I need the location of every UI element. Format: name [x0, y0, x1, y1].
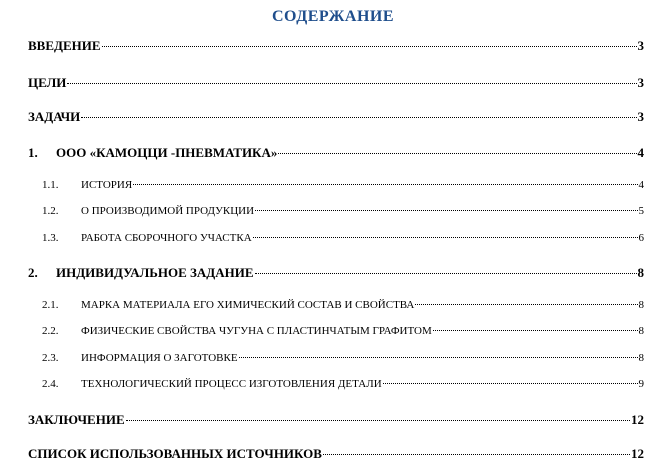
dot-leader — [126, 420, 630, 421]
dot-leader — [278, 153, 636, 154]
toc-entry-section-1-3[interactable] — [28, 232, 644, 244]
dot-leader — [81, 117, 636, 118]
toc-entry-goals[interactable] — [28, 75, 644, 91]
toc-page-number: 9 — [638, 378, 644, 390]
toc-entry-text: СПИСОК ИСПОЛЬЗОВАННЫХ ИСТОЧНИКОВ — [28, 446, 322, 461]
toc-entry-text: ООО «КАМОЦЦИ -ПНЕВМАТИКА» — [56, 145, 278, 160]
toc-page-number: 8 — [638, 325, 644, 337]
toc-entry-tasks[interactable] — [28, 109, 644, 125]
page-title: СОДЕРЖАНИЕ — [271, 8, 395, 25]
dot-leader — [383, 383, 638, 384]
toc-entry-section-2-4[interactable] — [28, 378, 644, 390]
dot-leader — [102, 46, 637, 47]
toc-entry-introduction[interactable] — [28, 38, 644, 54]
dot-leader — [323, 454, 630, 455]
toc-entry-section-2[interactable] — [28, 265, 644, 281]
toc-entry-number: 2.2. — [42, 325, 59, 337]
toc-page-number: 6 — [638, 232, 644, 244]
toc-page-number: 8 — [637, 265, 644, 280]
dot-leader — [253, 237, 638, 238]
toc-page-number: 8 — [638, 352, 644, 364]
toc-entry-section-2-1[interactable] — [28, 299, 644, 311]
toc-entry-number: 1.2. — [42, 205, 59, 217]
toc-entry-text: ВВЕДЕНИЕ — [28, 38, 101, 53]
toc-entry-references[interactable] — [28, 446, 644, 462]
toc-page-number: 5 — [638, 205, 644, 217]
toc-page-number: 4 — [638, 179, 644, 191]
toc-entry-number: 1.1. — [42, 179, 59, 191]
toc-entry-text: РАБОТА СБОРОЧНОГО УЧАСТКА — [81, 232, 252, 244]
toc-page-number: 3 — [637, 38, 644, 53]
dot-leader — [67, 83, 636, 84]
dot-leader — [433, 330, 638, 331]
toc-entry-number: 1.3. — [42, 232, 59, 244]
toc-entry-text: О ПРОИЗВОДИМОЙ ПРОДУКЦИИ — [81, 205, 255, 217]
toc-entry-text: ИСТОРИЯ — [81, 179, 133, 191]
toc-entry-number: 2.4. — [42, 378, 59, 390]
toc-page-number: 4 — [637, 145, 644, 160]
toc-page-number: 3 — [637, 109, 644, 124]
toc-page-number: 12 — [631, 446, 644, 461]
toc-entry-number: 1. — [28, 145, 38, 160]
toc-entry-section-2-2[interactable] — [28, 325, 644, 337]
toc-entry-number: 2.3. — [42, 352, 59, 364]
toc-entry-number: 2. — [28, 265, 38, 280]
toc-entry-text: ТЕХНОЛОГИЧЕСКИЙ ПРОЦЕСС ИЗГОТОВЛЕНИЯ ДЕТАЛИ — [81, 378, 382, 390]
dot-leader — [239, 357, 638, 358]
toc-entry-text: ЦЕЛИ — [28, 75, 67, 90]
dot-leader — [415, 304, 637, 305]
toc-entry-conclusion[interactable] — [28, 412, 644, 428]
toc-entry-number: 2.1. — [42, 299, 59, 311]
toc-page-number: 12 — [631, 412, 644, 427]
toc-page-number: 8 — [638, 299, 644, 311]
toc-entry-section-1-1[interactable] — [28, 179, 644, 191]
toc-entry-text: ЗАКЛЮЧЕНИЕ — [28, 412, 125, 427]
dot-leader — [255, 273, 637, 274]
toc-entry-text: МАРКА МАТЕРИАЛА ЕГО ХИМИЧЕСКИЙ СОСТАВ И СВОЙСТВА — [81, 299, 415, 311]
toc-entry-section-1-2[interactable] — [28, 205, 644, 217]
toc-entry-text: ИНФОРМАЦИЯ О ЗАГОТОВКЕ — [81, 352, 238, 364]
toc-entry-text: ФИЗИЧЕСКИЕ СВОЙСТВА ЧУГУНА С ПЛАСТИНЧАТЫМ ГРАФИТОМ — [81, 325, 432, 337]
dot-leader — [255, 210, 637, 211]
toc-page-number: 3 — [637, 75, 644, 90]
toc-entry-section-2-3[interactable] — [28, 352, 644, 364]
toc-entry-section-1[interactable] — [28, 145, 644, 161]
toc-entry-text: ИНДИВИДУАЛЬНОЕ ЗАДАНИЕ — [56, 265, 254, 280]
dot-leader — [133, 184, 637, 185]
toc-entry-text: ЗАДАЧИ — [28, 109, 81, 124]
